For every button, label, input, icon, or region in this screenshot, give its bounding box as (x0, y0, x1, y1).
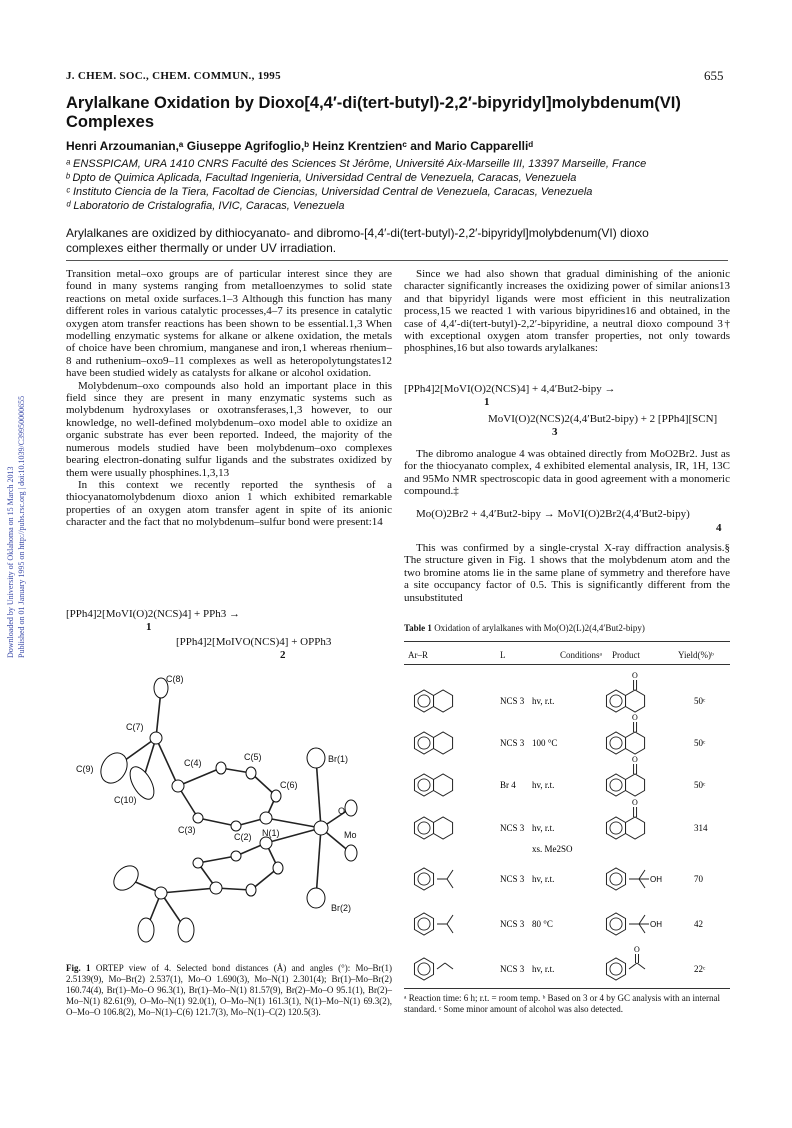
oxo-label: O (632, 798, 638, 807)
yield-cell: 22ᶜ (694, 964, 706, 974)
product-structure (606, 868, 662, 890)
ligand-cell: NCS 3 (500, 696, 525, 706)
affiliation-d: ᵈ Laboratorio de Cristalografia, IVIC, Caracas, Venezuela (66, 200, 345, 212)
atom-label-c2: C(2) (234, 832, 252, 842)
substrate-structure (414, 913, 453, 935)
product-structure (606, 713, 644, 754)
yield-cell: 70 (694, 874, 703, 884)
table-title-label: Table 1 (404, 623, 432, 633)
yield-cell: 42 (694, 919, 703, 929)
equation-2-right: MoVI(O)2(NCS)2(4,4′But2-bipy) + 2 [PPh4][SCN] (488, 413, 718, 425)
table-header-rule (404, 664, 730, 665)
figure-caption-text: ORTEP view of 4. Selected bond distances (Å) and angles (°): Mo–Br(1) 2.5139(9), Mo–Br(2) 2.537(1), Mo–O 1.690(3), Mo–N(1) 2.301(4); Br(1)–Mo–Br(2) 160.74(4), Br(1)–Mo–O 96.3(1), Br(1)–Mo–N(1) 81.57(9), Br(2)–Mo–O 95.1(1), Br(2)–Mo–N(1) 82.61(9), O–Mo–N(1) 92.0(1), O–Mo–N(1) 161.3(1), N(1)–Mo–N(1) 69.3(2), O–Mo–O 106.8(2), Mo–N(1)–C(6) 121.7(3), Mo–N(1)–C(2) 120.5(3). (66, 963, 392, 1017)
abstract-line-1: Arylalkanes are oxidized by dithiocyanato- and dibromo-[4,4′-di(tert-butyl)-2,2′-bipyridyl]molybdenum(VI) dioxo (66, 226, 649, 240)
equation-2-product-number: 3 (552, 426, 558, 438)
table-header-ar-r: Ar–R (408, 650, 428, 660)
affiliation-a: ᵃ ENSSPICAM, URA 1410 CNRS Faculté des Sciences St Jérôme, Université Aix-Marseille III, 13397 Marseille, France (66, 158, 647, 170)
ligand-cell: NCS 3 (500, 964, 525, 974)
atom-label-mo: Mo (344, 830, 357, 840)
paragraph-xray-text: This was confirmed by a single-crystal X-ray diffraction analysis.§ The structure given in Fig. 1 shows that the molybdenum atom and the two bromine atoms lie in the same plane of symmetry and therefore have a site occupancy factor of 0.5. This is significantly different from the unsubstituted (404, 542, 730, 604)
conditions-cell: hv, r.t. (532, 964, 555, 974)
table-row (414, 945, 706, 980)
product-structure (606, 671, 644, 712)
table-row (414, 713, 706, 754)
equation-1-compound-number: 1 (146, 621, 152, 633)
abstract-line-2: complexes either thermally or under UV irradiation. (66, 241, 337, 255)
conditions-cell: hv, r.t. (532, 780, 555, 790)
equation-1-right: [PPh4]2[MoIVO(NCS)4] + OPPh3 (176, 636, 332, 648)
equation-3: Mo(O)2Br2 + 4,4′But2-bipy → MoVI(O)2Br2(4,4′But2-bipy) (416, 508, 690, 520)
atom-label-c8: C(8) (166, 674, 184, 684)
substrate-structure (414, 732, 452, 754)
table-row (414, 671, 706, 712)
ortep-figure (66, 668, 396, 958)
equation-2-compound-number: 1 (484, 396, 490, 408)
atom-label-c3: C(3) (178, 825, 196, 835)
oxo-label: O (634, 945, 640, 954)
paragraph-context: In this context we recently reported the synthesis of a thiocyanatomolybdenum dioxo anion 1 which exhibited remarkable properties of an oxygen atom transfer agent in spite of its anionic character and the fact that no molybdenum–sulfur bond were present:14 (66, 478, 392, 529)
title-line-1: Arylalkane Oxidation by Dioxo[4,4′-di(tert-butyl)-2,2′-bipyridyl]molybdenum(VI) (66, 94, 681, 112)
table-top-rule (404, 641, 730, 642)
atom-label-c6: C(6) (280, 780, 298, 790)
ortep-atoms (96, 678, 357, 942)
ligand-cell: NCS 3 (500, 823, 525, 833)
table-title (404, 623, 645, 633)
equation-3-product-number: 4 (716, 522, 722, 534)
yield-cell: 50ᶜ (694, 696, 706, 706)
table-footnote: ᵃ Reaction time: 6 h; r.t. = room temp. ᵇ Based on 3 or 4 by GC analysis with an internal standard. ᶜ Some minor amount of alcohol was also detected. (404, 993, 721, 1014)
paragraph-xray (404, 542, 730, 604)
substrate-structure (414, 958, 453, 980)
journal-header: J. CHEM. SOC., CHEM. COMMUN., 1995 (66, 70, 281, 82)
hydroxyl-label: OH (650, 875, 662, 884)
conditions-cell: hv, r.t. (532, 696, 555, 706)
yield-cell: 50ᶜ (694, 780, 706, 790)
table-header-ligand: L (500, 650, 506, 660)
margin-line-2: Published on 01 January 1995 on http://pubs.rsc.org | doi:10.1039/C39950000655 (17, 395, 26, 658)
paragraph-dibromo (404, 448, 730, 498)
table-row (414, 755, 706, 796)
page-number: 655 (704, 68, 724, 83)
paragraph-molybdenum: Molybdenum–oxo compounds also hold an important place in this field since they are present in many enzymatic systems such as molybdenum hydroxylases or oxotransferases,1,3 however, to our knowledge, no well-defined molybdenum–oxo model able to oxidize an organic substrate has ever been reported. Indeed, the majority of the numerous models studied have been molybdenum–oxo complexes bearing electron-donating sulfur ligands and the substrates oxidized by them were usually phosphines.1,3,13 (66, 379, 392, 479)
abstract-divider (66, 260, 728, 261)
paragraph-neutralization: Since we had also shown that gradual diminishing of the anionic character significantly increases the oxidizing power of similar anions13 and that bipyridyl ligands were most efficient in this neutralization process,15 we reacted 1 with various bipyridines16 and obtained, in the case of 4,4′-di(tert-butyl)-2,2′-bipyridine, a neutral dioxo compound 3† with exceptional oxygen atom transfer properties, not only towards phosphines,16 but also towards arylalkanes: (404, 268, 730, 355)
left-column (66, 268, 392, 529)
substrate-structure (414, 868, 453, 890)
atom-label-c7: C(7) (126, 722, 144, 732)
table-row (414, 913, 703, 935)
product-structure (606, 755, 644, 796)
table-bottom-rule (404, 988, 730, 989)
conditions-cell: 80 °C (532, 919, 553, 929)
substrate-structure (414, 817, 452, 839)
atom-label-c5: C(5) (244, 752, 262, 762)
article-title (66, 94, 736, 132)
conditions-cell: hv, r.t. (532, 874, 555, 884)
oxo-label: O (632, 671, 638, 680)
product-structure (606, 798, 644, 839)
atom-label-o: O (338, 806, 346, 816)
table-row (414, 798, 708, 854)
paragraph-dibromo-text: The dibromo analogue 4 was obtained directly from MoO2Br2. Just as for the thiocyanato complex, 4 exhibited elemental analysis, IR, 1H, 13C and 95Mo NMR spectroscopic data in good agreement with a monomeric compound.‡ (404, 448, 730, 498)
atom-label-c10: C(10) (114, 795, 137, 805)
atom-label-br1: Br(1) (328, 754, 348, 764)
oxo-label: O (632, 713, 638, 722)
abstract (66, 226, 730, 256)
equation-1-left: [PPh4]2[MoVI(O)2(NCS)4] + PPh3 → (66, 608, 240, 620)
equation-2-left: [PPh4]2[MoVI(O)2(NCS)4] + 4,4′But2-bipy → (404, 383, 616, 395)
title-line-2: Complexes (66, 113, 155, 131)
table-row (414, 868, 703, 890)
oxo-label: O (632, 755, 638, 764)
paragraph-intro: Transition metal–oxo groups are of particular interest since they are found in many systems ranging from metalloenzymes to solid state reactions on metal oxide surfaces.1–3 Although this function has many different roles in various catalytic processes,4–7 its presence in catalytic oxygen atom transfer reactions has been shown to be essential.1,3 When modelling enzymatic systems for alkane or alkene oxidation, the metals of choice have been chromium, manganese and iron,1 whereas rhenium–8 and ruthenium–oxo9–11 complexes as well as heteropolytungstates12 have been studied widely as catalysts for alkane or alcohol oxidation. (66, 268, 392, 380)
conditions-cell: hv, r.t. (532, 823, 555, 833)
yield-cell: 50ᶜ (694, 738, 706, 748)
margin-line-1: Downloaded by University of Oklahoma on 15 March 2013 (6, 466, 15, 658)
atom-label-br2: Br(2) (331, 903, 351, 913)
affiliation-b: ᵇ Dpto de Quimica Aplicada, Facultad Ingenieria, Universidad Central de Venezuela, Caracas, Venezuela (66, 172, 577, 184)
margin-download-notice (4, 300, 28, 660)
table-header-conditions: Conditionsᵃ (560, 650, 602, 660)
table-header-yield: Yield(%)ᵇ (678, 650, 714, 660)
equation-1-product-number: 2 (280, 649, 286, 661)
conditions-extra-cell: xs. Me2SO (532, 844, 573, 854)
substrate-structure (414, 774, 452, 796)
atom-label-n1: N(1) (262, 828, 280, 838)
conditions-cell: 100 °C (532, 738, 558, 748)
ligand-cell: Br 4 (500, 780, 516, 790)
affiliation-c: ᶜ Instituto Ciencia de la Tiera, Facoltad de Ciencias, Universidad Central de Venezuela, Caracas, Venezuela (66, 186, 593, 198)
product-structure (606, 913, 662, 935)
atom-label-c4: C(4) (184, 758, 202, 768)
table-title-text: Oxidation of arylalkanes with Mo(O)2(L)2(4,4′But2-bipy) (434, 623, 645, 633)
right-column (404, 268, 730, 355)
substrate-structure (414, 690, 452, 712)
ligand-cell: NCS 3 (500, 874, 525, 884)
ligand-cell: NCS 3 (500, 738, 525, 748)
figure-caption (66, 963, 392, 1018)
author-list: Henri Arzoumanian,ᵃ Giuseppe Agrifoglio,ᵇ Heinz Krentzienᶜ and Mario Capparelliᵈ (66, 139, 533, 153)
table-body (404, 666, 730, 990)
table-header-product: Product (612, 650, 640, 660)
yield-cell: 314 (694, 823, 708, 833)
ligand-cell: NCS 3 (500, 919, 525, 929)
atom-label-c9: C(9) (76, 764, 94, 774)
hydroxyl-label: OH (650, 920, 662, 929)
product-structure (606, 945, 645, 980)
figure-caption-label: Fig. 1 (66, 963, 91, 973)
